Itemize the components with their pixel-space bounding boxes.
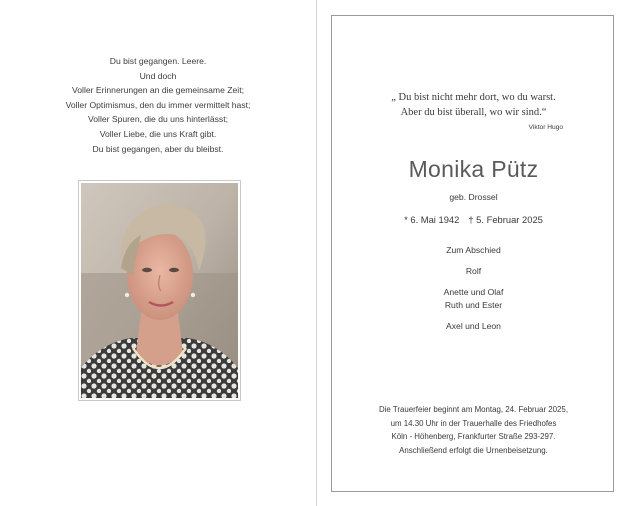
service-line: Anschließend erfolgt die Urnenbeisetzung. (399, 445, 548, 455)
service-info (332, 403, 615, 457)
service-line: Die Trauerfeier beginnt am Montag, 24. Februar 2025, (378, 405, 569, 414)
poem-line: Du bist gegangen. Leere. (109, 56, 207, 66)
quote-author: Viktor Hugo (528, 124, 563, 131)
service-line: Köln - Höhenberg, Frankfurter Straße 293-297. (391, 432, 556, 442)
life-dates (332, 214, 615, 225)
mourner-name: Anette und Olaf (443, 287, 504, 297)
poem-line: Voller Liebe, die uns Kraft gibt. (99, 128, 217, 139)
mourner-name: Axel und Leon (446, 321, 501, 331)
portrait-image (81, 183, 238, 398)
mourner-name: Ruth und Ester (444, 300, 503, 310)
poem-line: Voller Spuren, die du uns hinterlässt; (88, 114, 228, 125)
poem-line: Und doch (139, 70, 177, 81)
death-date: † 5. Februar 2025 (468, 214, 543, 225)
mourner-name: Rolf (465, 266, 482, 276)
portrait-photo (78, 180, 241, 401)
birth-date: * 6. Mai 1942 (404, 214, 460, 225)
farewell-block (332, 244, 615, 333)
quote (332, 91, 615, 120)
poem-line: Voller Optimismus, den du immer vermittelt hast; (65, 99, 251, 110)
poem-line: Voller Erinnerungen an die gemeinsame Zeit; (72, 85, 244, 96)
quote-line: „ Du bist nicht mehr dort, wo du warst. (391, 92, 556, 103)
quote-line: Aber du bist überall, wo wir sind.“ (400, 106, 547, 118)
poem-line: Du bist gegangen, aber du bleibst. (92, 143, 224, 154)
farewell-heading: Zum Abschied (446, 245, 501, 255)
right-page (317, 0, 630, 506)
deceased-name: Monika Pütz (408, 156, 539, 182)
maiden-name: geb. Drossel (449, 192, 498, 202)
service-line: um 14.30 Uhr in der Trauerhalle des Friedhofes (390, 418, 557, 428)
poem (0, 54, 316, 156)
text-frame (331, 15, 614, 492)
